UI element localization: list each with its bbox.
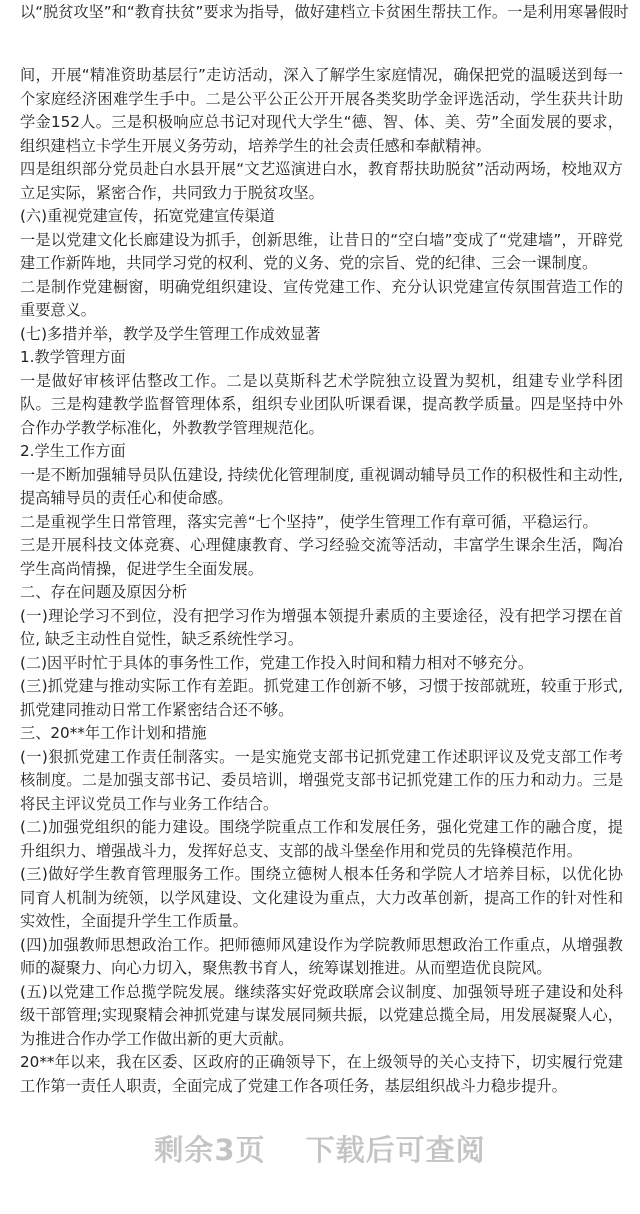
paragraph: 三、20**年工作计划和措施 [20, 724, 207, 742]
paragraph: (一)狠抓党建工作责任制落实。一是实施党支部书记抓党建工作述职评议及党支部工作考核制度。二是加强支部书记、委员培训，增强党支部书记抓党建工作的压力和动力。三是将民主评议党员工作与业务工作结合。 [20, 747, 623, 813]
document-body [20, 64, 623, 1098]
paragraph: (六)重视党建宣传，拓宽党建宣传渠道 [20, 207, 275, 225]
paragraph: 三是开展科技文体竞赛、心理健康教育、学习经验交流等活动，丰富学生课余生活，陶冶学生高尚情操，促进学生全面发展。 [20, 536, 623, 578]
paragraph: (三)抓党建与推动实际工作有差距。抓党建工作创新不够，习惯于按部就班，较重于形式, 抓党建同推动日常工作紧密结合还不够。 [20, 677, 623, 719]
paragraph: 间，开展“精准资助基层行”走访活动，深入了解学生家庭情况，确保把党的温暖送到每一个家庭经济困难学生手中。二是公平公正公开开展各类奖助学金评选活动，学生获共计助学金152人。三是积极响应总书记对现代大学生“德、智、体、美、劳”全面发展的要求，组织建档立卡学生开展义务劳动，培养学生的社会责任感和奉献精神。 [20, 66, 623, 155]
paragraph: 1.教学管理方面 [20, 348, 126, 366]
paragraph: (二)因平时忙于具体的事务性工作，党建工作投入时间和精力相对不够充分。 [20, 653, 534, 672]
paragraph: (三)做好学生教育管理服务工作。围绕立德树人根本任务和学院人才培养目标，以优化协同育人机制为统领，以学风建设、文化建设为重点，大力改革创新，提高工作的针对性和实效性，全面提升学生工作质量。 [20, 865, 623, 930]
paragraph: 二是重视学生日常管理，落实完善“七个坚持”，使学生管理工作有章可循，平稳运行。 [20, 512, 598, 531]
top-line: 以“脱贫攻坚”和“教育扶贫”要求为指导，做好建档立卡贫困生帮扶工作。一是利用寒暑假时 [20, 3, 629, 21]
paragraph: 20**年以来，我在区委、区政府的正确领导下，在上级领导的关心支持下，切实履行党建工作第一责任人职责，全面完成了党建工作各项任务，基层组织战斗力稳步提升。 [20, 1053, 623, 1095]
paragraph: 2.学生工作方面 [20, 442, 126, 460]
paragraph: 一是以党建文化长廊建设为抓手，创新思维，让昔日的“空白墙”变成了“党建墙”，开辟党建工作新阵地，共同学习党的权利、党的义务、党的宗旨、党的纪律、三会一课制度。 [20, 230, 623, 272]
paragraph: 一是不断加强辅导员队伍建设, 持续优化管理制度, 重视调动辅导员工作的积极性和主动性, 提高辅导员的责任心和使命感。 [20, 465, 623, 507]
paragraph: (五)以党建工作总揽学院发展。继续落实好党政联席会议制度、加强领导班子建设和处科级干部管理;实现聚精会神抓党建与谋发展同频共振，以党建总揽全局，用发展凝聚人心，为推进合作办学工作做出新的更大贡献。 [20, 982, 623, 1048]
paragraph: (一)理论学习不到位，没有把学习作为增强本领提升素质的主要途径，没有把学习摆在首位, 缺乏主动性自觉性，缺乏系统性学习。 [20, 606, 623, 648]
download-prompt[interactable] [0, 1128, 640, 1169]
paragraph: 一是做好审核评估整改工作。二是以莫斯科艺术学院独立设置为契机，组建专业学科团队。三是构建教学监督管理体系，组织专业团队听课看课，提高教学质量。四是坚持中外合作办学教学标准化，外教教学管理规范化。 [20, 371, 623, 437]
download-to-read-label[interactable]: 下载后可查阅 [305, 1133, 486, 1167]
paragraph: 二是制作党建橱窗，明确党组织建设、宣传党建工作、充分认识党建宣传氛围营造工作的重要意义。 [20, 277, 623, 319]
remaining-pages-label[interactable]: 剩余3页 [154, 1133, 266, 1167]
paragraph: 二、存在问题及原因分析 [20, 583, 188, 601]
paragraph: (二)加强党组织的能力建设。围绕学院重点工作和发展任务，强化党建工作的融合度，提升组织力、增强战斗力，发挥好总支、支部的战斗堡垒作用和党员的先锋模范作用。 [20, 818, 623, 860]
paragraph: (七)多措并举，教学及学生管理工作成效显著 [20, 324, 321, 343]
paragraph: (四)加强教师思想政治工作。把师德师风建设作为学院教师思想政治工作重点，从增强教师的凝聚力、向心力切入，聚焦教书育人，统筹谋划推进。从而塑造优良院风。 [20, 935, 623, 977]
paragraph: 四是组织部分党员赴白水县开展“文艺巡演进白水，教育帮扶助脱贫”活动两场，校地双方立足实际，紧密合作，共同致力于脱贫攻坚。 [20, 160, 623, 202]
